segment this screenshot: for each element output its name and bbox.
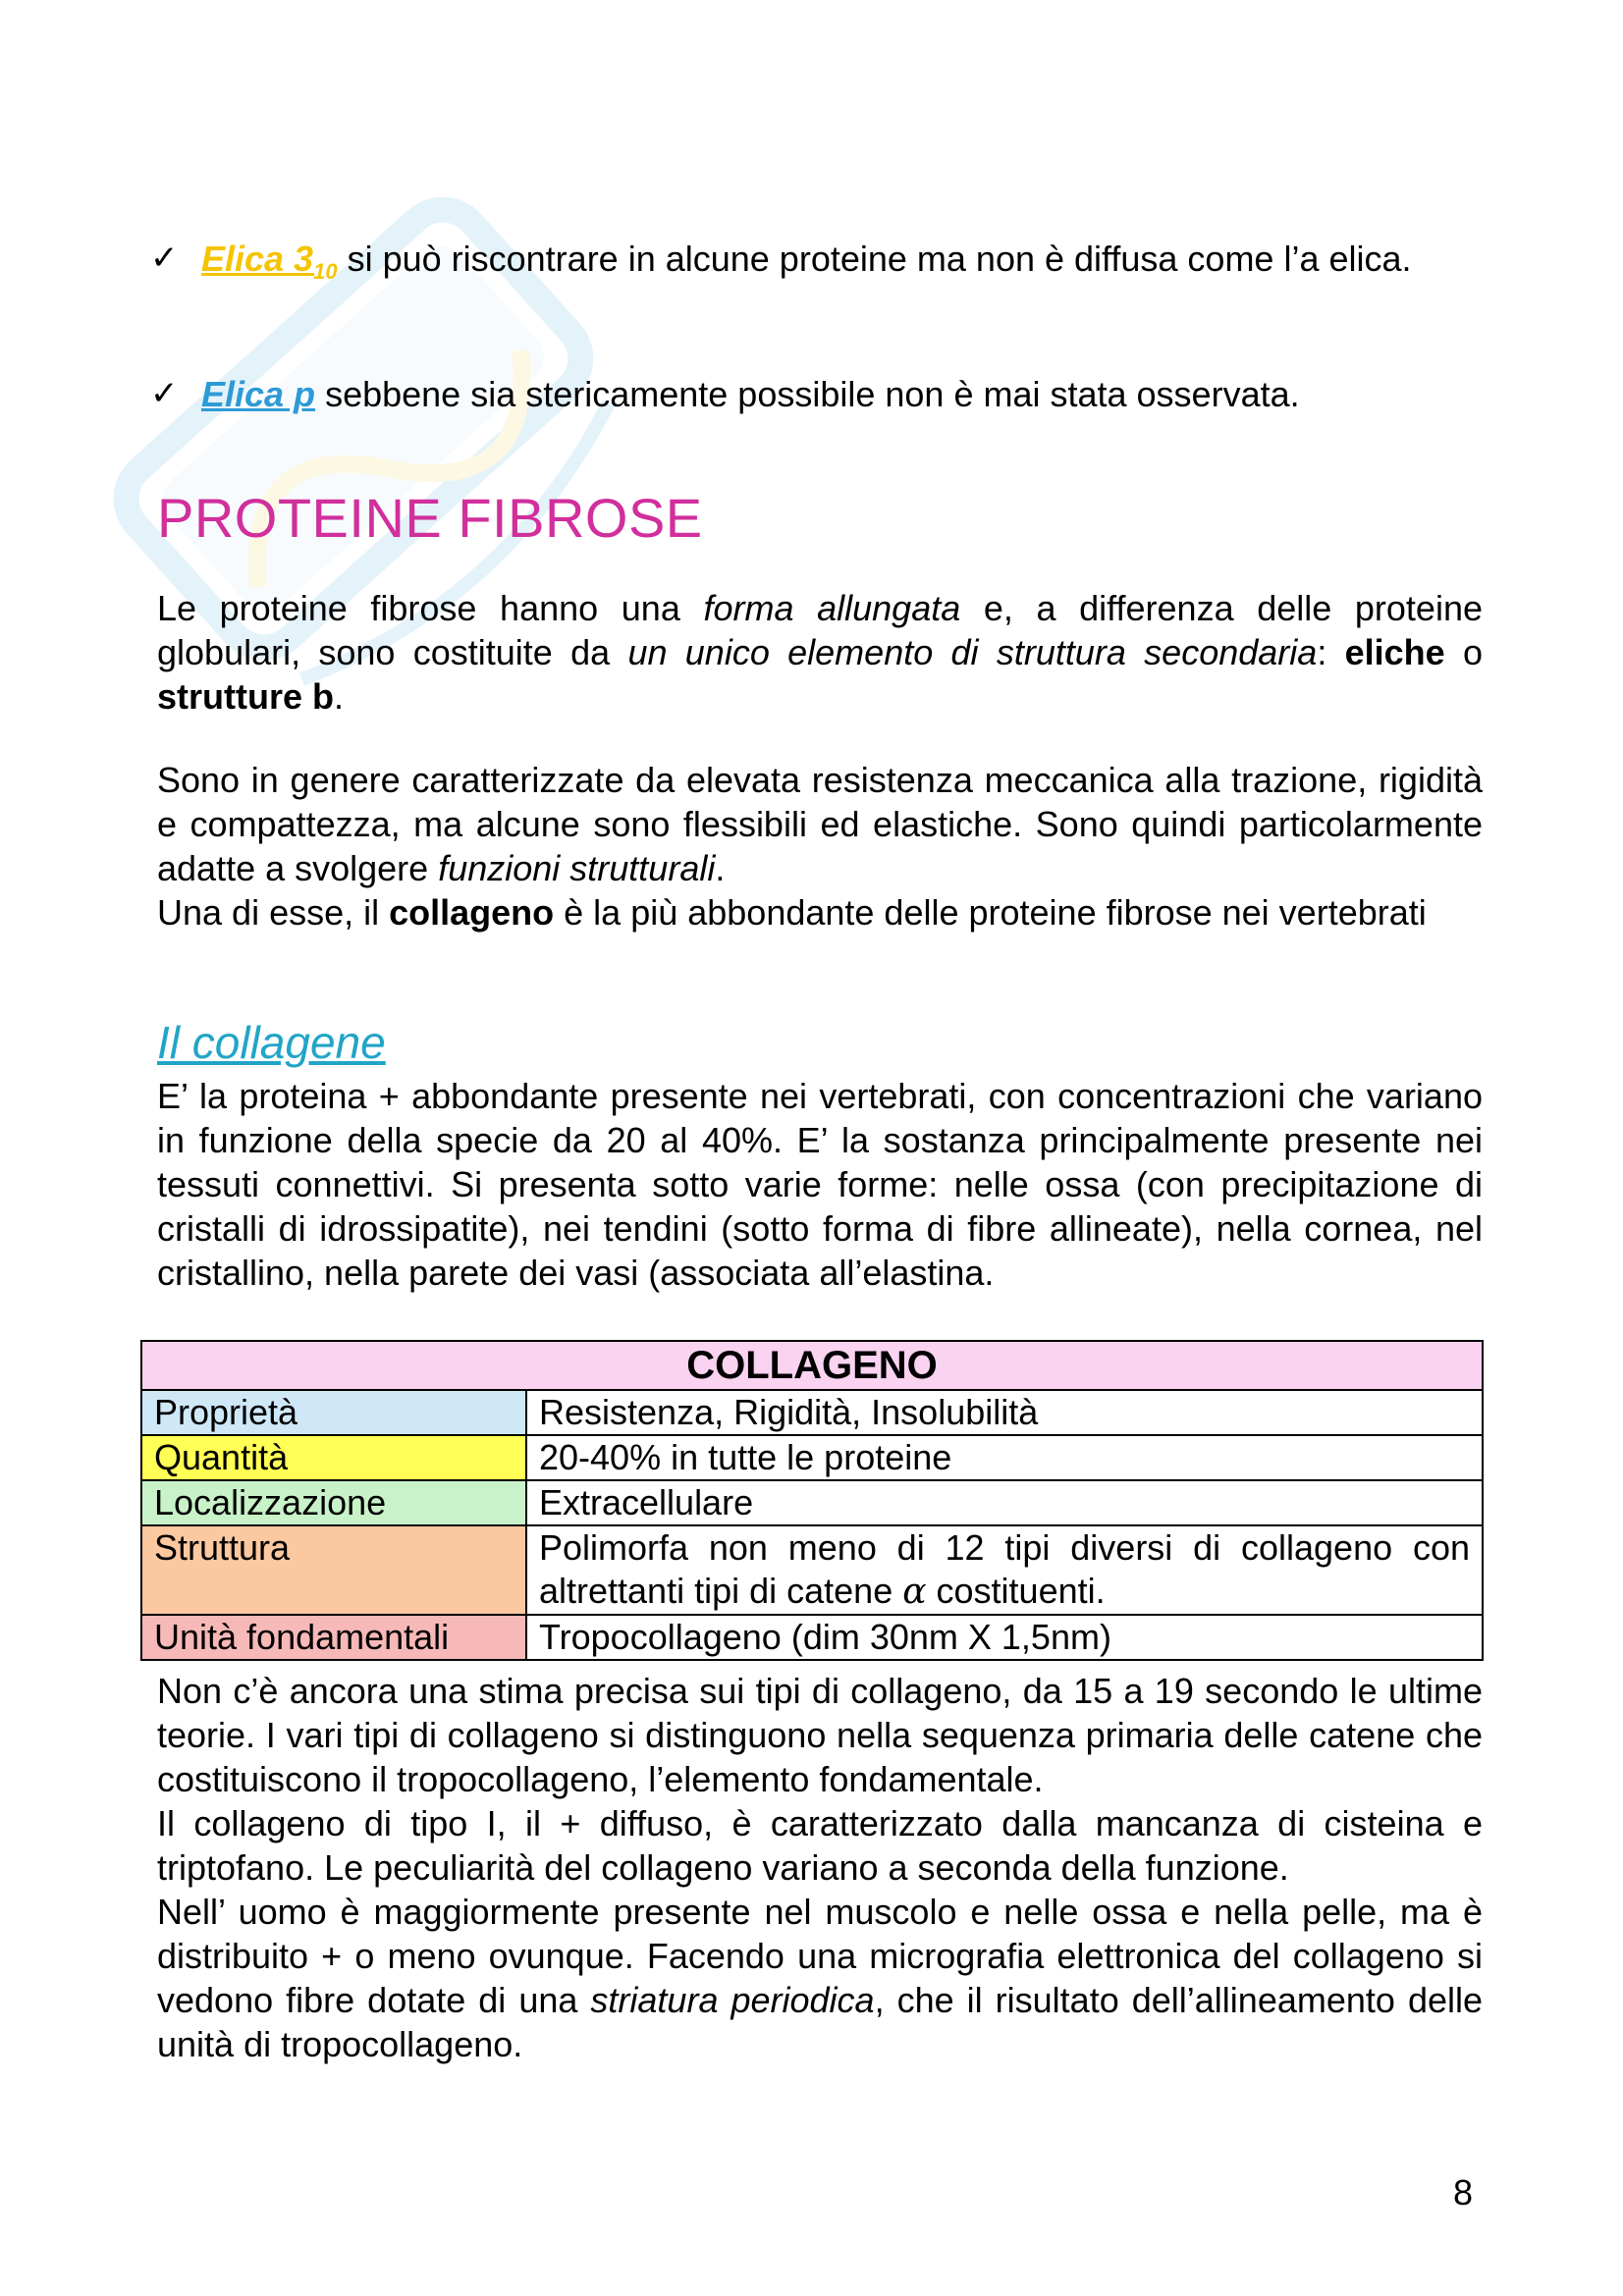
- table-row: [141, 1480, 1483, 1525]
- paragraph-types: [157, 1669, 1483, 2066]
- row-label: Proprietà: [141, 1390, 526, 1435]
- elica-p-label: Elica p: [201, 374, 316, 414]
- table-title: COLLAGENO: [141, 1341, 1483, 1390]
- elica-p-text: sebbene sia stericamente possibile non è mai stata osservata.: [315, 374, 1300, 414]
- row-value: 20-40% in tutte le proteine: [526, 1435, 1483, 1480]
- row-value: Resistenza, Rigidità, Insolubilità: [526, 1390, 1483, 1435]
- section-title: PROTEINE FIBROSE: [157, 487, 703, 549]
- row-label: Localizzazione: [141, 1480, 526, 1525]
- collageno-table: [140, 1340, 1484, 1661]
- paragraph-intro: Le proteine fibrose hanno una forma allungata e, a differenza delle proteine globulari, sono costituite da un unico elemento di struttura secondaria: eliche o strutture b.: [157, 588, 1483, 717]
- row-value: Extracellulare: [526, 1480, 1483, 1525]
- table-row: [141, 1390, 1483, 1435]
- row-label: Quantità: [141, 1435, 526, 1480]
- distribution-line: Nell’ uomo è maggiormente presente nel muscolo e nelle ossa e nella pelle, ma è distribuito + o meno ovunque. Facendo una micrografia elettronica del collageno si vedono fibre dotate di una striatura periodica, che il risultato dell’allineamento delle unità di tropocollageno.: [157, 1892, 1483, 2064]
- elica-310-label: Elica $3_{10}$: [201, 239, 338, 284]
- type-one-line: Il collageno di tipo I, il + diffuso, è caratterizzato dalla mancanza di cisteina e triptofano. Le peculiarità del collageno variano a seconda della funzione.: [157, 1803, 1483, 1888]
- checkmark-icon: ✓: [150, 239, 179, 278]
- table-row: [141, 1435, 1483, 1480]
- subsection-title: Il collagene: [157, 1017, 386, 1068]
- paragraph-properties: Sono in genere caratterizzate da elevata resistenza meccanica alla trazione, rigidità e compattezza, ma alcune sono flessibili ed elastiche. Sono quindi particolarmente adatte a svolgere funzioni strutturali. Una di esse, il collageno è la più abbondante delle proteine fibrose nei vertebrati: [157, 760, 1483, 933]
- row-value: Polimorfa non meno di 12 tipi diversi di collageno con altrettanti tipi di catene α costituenti.: [526, 1525, 1483, 1615]
- checkmark-icon: ✓: [150, 374, 179, 413]
- types-line: Non c’è ancora una stima precisa sui tipi di collageno, da 15 a 19 secondo le ultime teorie. I vari tipi di collageno si distinguono nella sequenza primaria delle catene che costituiscono il tropocollageno, l’elemento fondamentale.: [157, 1671, 1483, 1799]
- row-value: Tropocollageno (dim 30nm X 1,5nm): [526, 1615, 1483, 1660]
- bullet-elica-p: [150, 372, 1483, 416]
- table-row: [141, 1525, 1483, 1615]
- elica-310-text: si può riscontrare in alcune proteine ma non è diffusa come l’a elica.: [337, 239, 1412, 279]
- skuola-watermark-logo: [39, 59, 727, 864]
- paragraph-collagene: E’ la proteina + abbondante presente nei vertebrati, con concentrazioni che variano in funzione della specie da 20 al 40%. E’ la sostanza principalmente presente nei tessuti connettivi. Si presenta sotto varie forme: nelle ossa (con precipitazione di cristalli di idrossipatite), nei tendini (sotto forma di fibre allineate), nella cornea, nel cristallino, nella parete dei vasi (associata all’elastina.: [157, 1076, 1483, 1293]
- row-label: Unità fondamentali: [141, 1615, 526, 1660]
- bullet-elica-310: [150, 237, 1483, 294]
- table-row: [141, 1615, 1483, 1660]
- row-label: Struttura: [141, 1525, 526, 1615]
- page-number: 8: [1453, 2172, 1474, 2213]
